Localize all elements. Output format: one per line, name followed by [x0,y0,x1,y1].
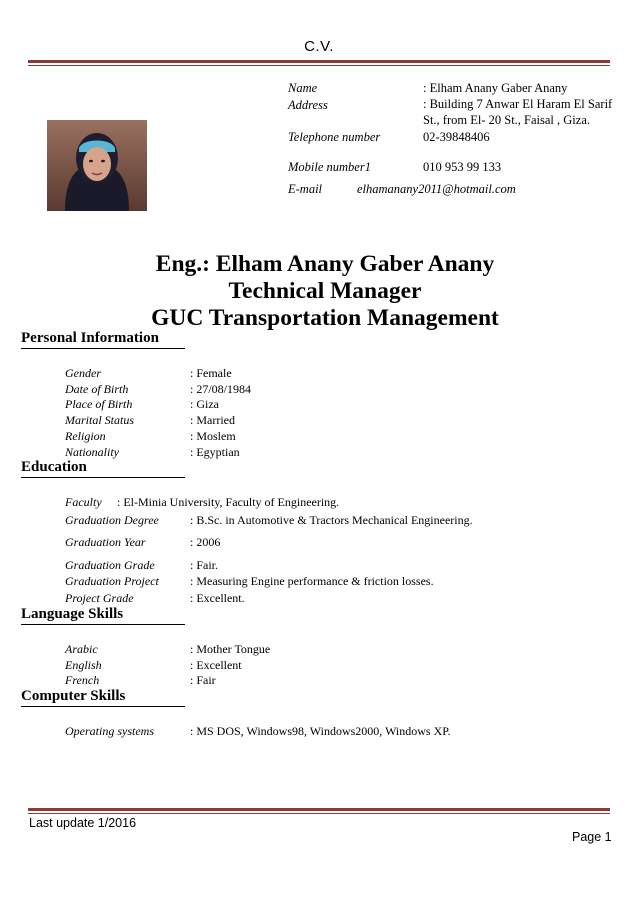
section-underline [21,477,185,478]
telephone-label: Telephone number [288,130,381,144]
footer-rule-thin [28,813,610,814]
header-rule [28,60,610,63]
field-value: : Female [190,366,232,380]
section-underline [21,624,185,625]
email-label: E-mail [288,182,323,196]
field-label: Graduation Grade [65,558,155,572]
field-value: : B.Sc. in Automotive & Tractors Mechanical Engineering. [190,513,473,527]
field-label: Date of Birth [65,382,129,396]
name-value: : Elham Anany Gaber Anany [423,81,568,95]
footer-rule [28,808,610,811]
field-label: Nationality [65,445,119,459]
mobile-label: Mobile number1 [288,160,371,174]
field-value: : Measuring Engine performance & friction losses. [190,574,434,588]
person-photo-icon [47,120,147,211]
section-underline [21,348,185,349]
section-title-personal: Personal Information [21,330,159,346]
page-number: Page 1 [572,830,612,844]
field-label: Place of Birth [65,397,133,411]
field-value: : 27/08/1984 [190,382,252,396]
field-label: French [65,673,100,687]
last-update: Last update 1/2016 [29,816,137,830]
field-label: Operating systems [65,724,154,738]
field-value: : Excellent [190,658,242,672]
faculty-value: : El-Minia University, Faculty of Engineering. [117,495,340,509]
field-label: Graduation Year [65,535,146,549]
field-label: Arabic [65,642,98,656]
name-label: Name [288,81,318,95]
field-value: : MS DOS, Windows98, Windows2000, Windows XP. [190,724,451,738]
section-underline [21,706,185,707]
headline-job-title: Technical Manager [228,278,422,304]
field-label: Marital Status [65,413,135,427]
field-value: : Fair. [190,558,219,572]
headline-name: Eng.: Elham Anany Gaber Anany [155,251,495,277]
address-line-2: St., from El- 20 St., Faisal , Giza. [423,113,590,127]
field-value: : Mother Tongue [190,642,271,656]
email-value[interactable]: elhamanany2011@hotmail.com [357,182,516,196]
field-label: Religion [65,429,106,443]
field-value: : Excellent. [190,591,245,605]
field-value: : Moslem [190,429,236,443]
section-title-education: Education [21,459,87,475]
field-value: : Egyptian [190,445,240,459]
header-rule-thin [28,65,610,66]
section-title-computer: Computer Skills [21,688,126,704]
field-label: English [65,658,102,672]
address-label: Address [288,98,328,112]
address-line-1: : Building 7 Anwar El Haram El Sarif [423,97,613,111]
field-value: : Married [190,413,235,427]
page-header-title: C.V. [304,38,334,55]
faculty-label: Faculty [65,495,102,509]
field-label: Graduation Project [65,574,159,588]
field-value: : Giza [190,397,219,411]
field-label: Graduation Degree [65,513,159,527]
field-value: : 2006 [190,535,221,549]
mobile-value: 010 953 99 133 [423,160,502,174]
field-label: Project Grade [65,591,134,605]
headline-company: GUC Transportation Management [151,305,499,331]
section-title-language: Language Skills [21,606,124,622]
field-label: Gender [65,366,101,380]
field-value: : Fair [190,673,216,687]
telephone-value: 02-39848406 [423,130,490,144]
